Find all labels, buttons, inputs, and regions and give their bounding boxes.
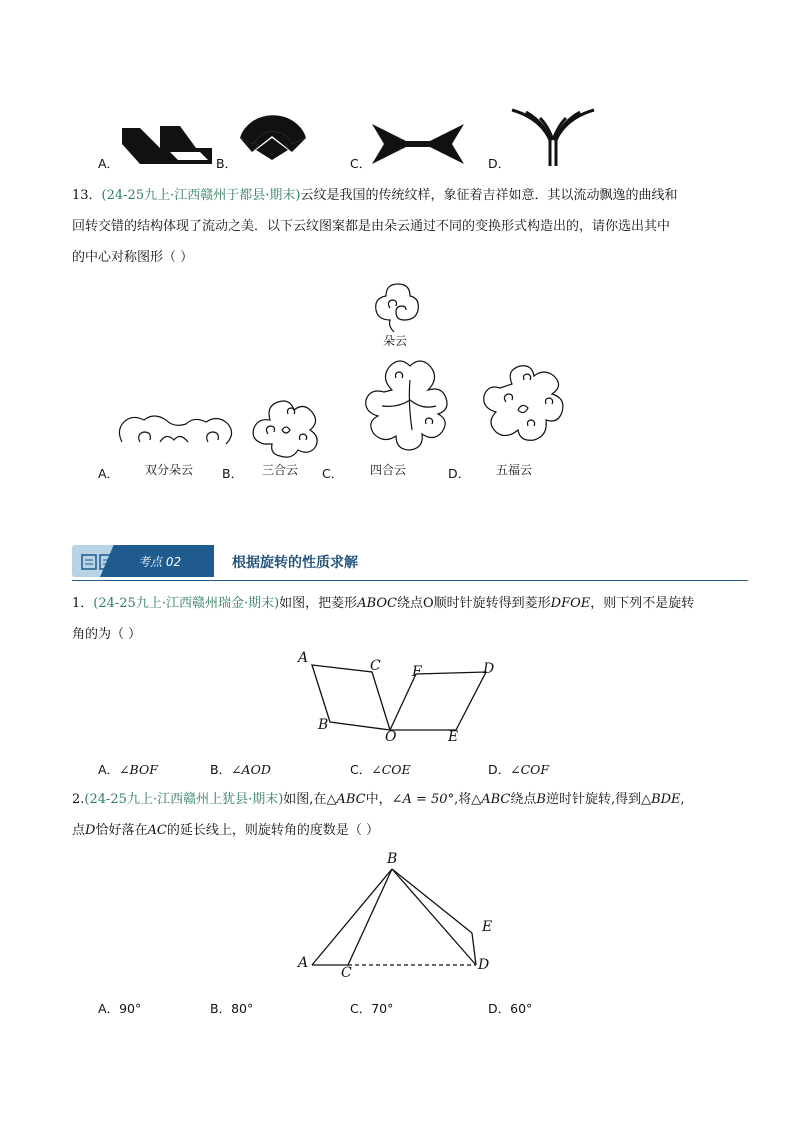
q12-figure-d <box>512 110 594 166</box>
p2-label-e: E <box>482 919 493 935</box>
q13-option-b[interactable]: B． <box>222 466 244 481</box>
p1-line1: 1．(24-25九上·江西赣州瑞金·期末)如图，把菱形ABOC绕点O顺时针旋转得到菱形DFOE，则下列不是旋转 <box>72 596 695 611</box>
p2-line2: 点D恰好落在AC的延长线上，则旋转角的度数是（ ） <box>72 823 379 838</box>
p1-line2: 角的为（ ） <box>72 627 142 642</box>
q13-line1: 13．(24-25九上·江西赣州于都县·期末)云纹是我国的传统纹样，象征着吉祥如意．其以流动飘逸的曲线和 <box>72 188 678 203</box>
p1-label-f: F <box>412 664 422 680</box>
q13-line3: 的中心对称图形（ ） <box>72 250 194 265</box>
q13-number: 13． <box>72 188 102 203</box>
section-title: 根据旋转的性质求解 <box>232 555 358 571</box>
section-tag: 考点 02 <box>138 555 182 569</box>
p2-number: 2. <box>72 792 85 807</box>
q13-caption-d: 五福云 <box>496 463 533 477</box>
cloud-d <box>484 366 563 441</box>
p1-source: (24-25九上·江西赣州瑞金·期末) <box>93 596 280 611</box>
p1-label-d: D <box>483 661 495 677</box>
cloud-b <box>253 401 317 457</box>
q13-option-a[interactable]: A． <box>98 466 120 481</box>
q12-option-b[interactable]: B． <box>216 156 238 171</box>
p1-label-e: E <box>448 729 459 745</box>
p1-number: 1． <box>72 596 94 611</box>
p2-label-a: A <box>298 955 309 971</box>
cloud-a <box>119 416 231 444</box>
p2-label-d: D <box>478 957 490 973</box>
p1-label-o: O <box>385 729 397 745</box>
q12-option-a[interactable]: A． <box>98 156 120 171</box>
q13-option-d[interactable]: D． <box>448 466 471 481</box>
cloud-base-figure <box>360 276 430 336</box>
p2-option-d[interactable]: D．60° <box>488 1001 533 1016</box>
p2-label-b: B <box>387 851 398 867</box>
p2-label-c: C <box>341 965 352 981</box>
q13-caption-a: 双分朵云 <box>145 463 194 477</box>
p2-option-b[interactable]: B．80° <box>210 1001 254 1016</box>
p1-label-b: B <box>318 717 329 733</box>
q12-figure-a <box>122 126 212 164</box>
q13-option-c[interactable]: C． <box>322 466 344 481</box>
q13-caption-c: 四合云 <box>370 463 407 477</box>
cloud-base-caption: 朵云 <box>383 334 408 348</box>
p2-line1: 2.(24-25九上·江西赣州上犹县·期末)如图,在△ABC中，∠A = 50°,将△ABC绕点B逆时针旋转,得到△BDE, <box>72 792 685 807</box>
rhombus-figure <box>290 650 510 750</box>
p1-option-a[interactable]: A．∠BOF <box>98 762 158 777</box>
q12-figure-b <box>240 115 306 160</box>
p2-source: (24-25九上·江西赣州上犹县·期末) <box>84 792 284 807</box>
p2-option-c[interactable]: C．70° <box>350 1001 394 1016</box>
q13-caption-b: 三合云 <box>262 463 299 477</box>
triangle-figure <box>300 855 500 980</box>
q12-figures <box>0 90 794 180</box>
cloud-options-figure <box>110 350 590 460</box>
q12-figure-c <box>372 124 464 164</box>
q12-option-d[interactable]: D． <box>488 156 511 171</box>
p1-label-a: A <box>298 650 309 666</box>
book-icon <box>80 553 120 571</box>
p2-option-a[interactable]: A．90° <box>98 1001 142 1016</box>
section-divider <box>72 580 748 581</box>
p1-option-d[interactable]: D．∠COF <box>488 762 550 777</box>
p1-option-c[interactable]: C．∠COE <box>350 762 411 777</box>
p1-label-c: C <box>370 658 381 674</box>
p1-option-b[interactable]: B．∠AOD <box>210 762 271 777</box>
cloud-c <box>366 361 447 450</box>
q13-line2: 回转交错的结构体现了流动之美．以下云纹图案都是由朵云通过不同的变换形式构造出的，请你选出其中 <box>72 219 671 234</box>
q13-source: (24-25九上·江西赣州于都县·期末) <box>101 188 301 203</box>
q12-option-c[interactable]: C． <box>350 156 372 171</box>
